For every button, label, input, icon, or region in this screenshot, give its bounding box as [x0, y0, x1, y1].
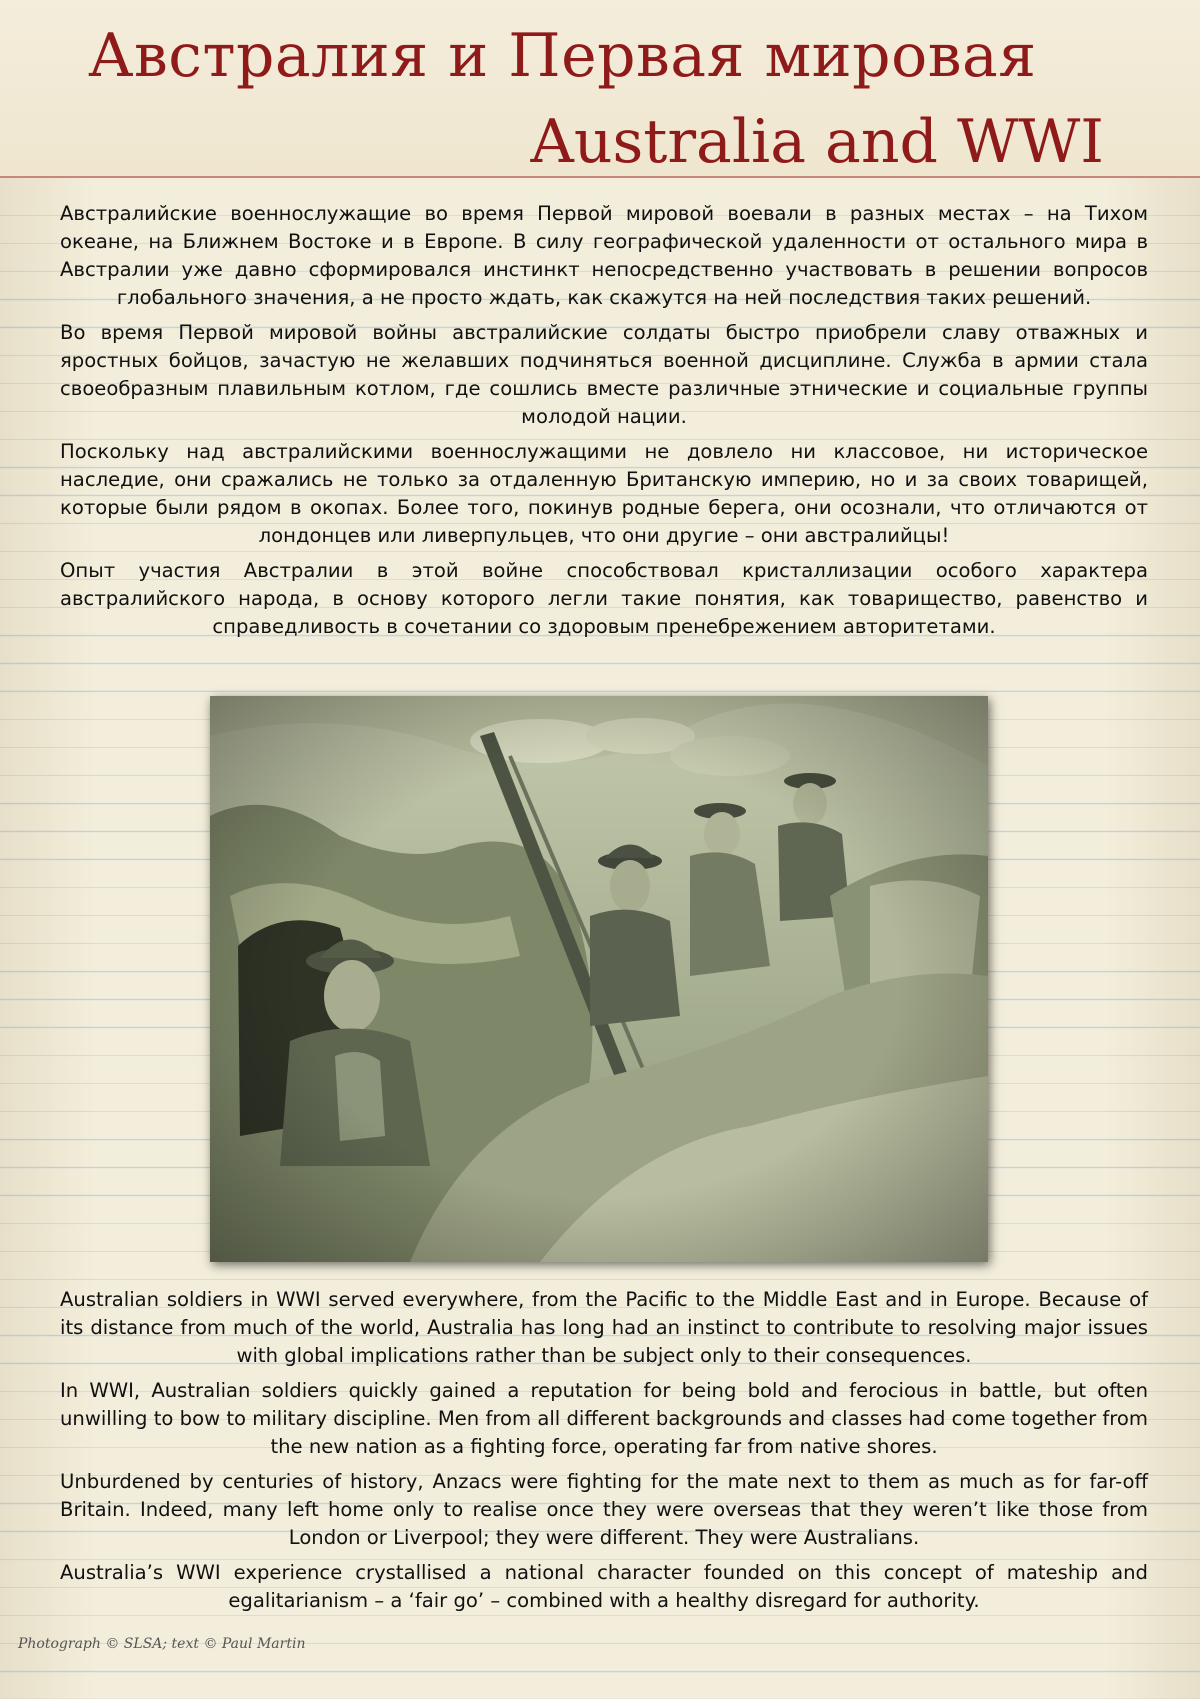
page-title-english: Australia and WWI: [530, 107, 1104, 177]
en-paragraph: Unburdened by centuries of history, Anzacs were fighting for the mate next to them as much as for far-off Britain. Indeed, many left home only to realise once they were overseas that they weren’t like those from London or Liverpool; they were different. They were Australians.: [60, 1470, 1148, 1549]
russian-text: [60, 200, 1148, 648]
ru-paragraph: Поскольку над австралийскими военнослужащими не довлело ни классовое, ни историческое наследие, они сражались не только за отдаленную Британскую империю, но и за своих товарищей, которые были рядом в окопах. Более того, покинув родные берега, они осознали, что отличаются от лондонцев или ливерпульцев, что они другие – они австралийцы!: [60, 440, 1148, 547]
ru-paragraph: Опыт участия Австралии в этой войне способствовал кристаллизации особого характера австралийского народа, в основу которого легли такие понятия, как товарищество, равенство и справедливость в сочетании со здоровым пренебрежением авторитетами.: [60, 559, 1148, 638]
ru-paragraph: Во время Первой мировой войны австралийские солдаты быстро приобрели славу отважных и яростных бойцов, зачастую не желавших подчиняться военной дисциплине. Служба в армии стала своеобразным плавильным котлом, где сошлись вместе различные этнические и социальные группы молодой нации.: [60, 321, 1148, 428]
ru-paragraph: Австралийские военнослужащие во время Первой мировой воевали в разных местах – на Тихом океане, на Ближнем Востоке и в Европе. В силу географической удаленности от остального мира в Австралии уже давно сформировался инстинкт непосредственно участвовать в решении вопросов глобального значения, а не просто ждать, как скажутся на ней последствия таких решений.: [60, 202, 1148, 309]
page-title-russian: Австралия и Первая мировая: [88, 21, 1037, 91]
english-text: [60, 1286, 1148, 1622]
en-paragraph: Australian soldiers in WWI served everywhere, from the Pacific to the Middle East and in Europe. Because of its distance from much of the world, Australia has long had an instinct to contribute to resolving major issues with global implications rather than be subject only to their consequences.: [60, 1288, 1148, 1367]
photo-credit: Photograph © SLSA; text © Paul Martin: [18, 1636, 306, 1652]
en-paragraph: In WWI, Australian soldiers quickly gained a reputation for being bold and ferocious in battle, but often unwilling to bow to military discipline. Men from all different backgrounds and classes had come together from the new nation as a fighting force, operating far from native shores.: [60, 1379, 1148, 1458]
trench-photograph: [210, 696, 988, 1262]
en-paragraph: Australia’s WWI experience crystallised a national character founded on this concept of mateship and egalitarianism – a ‘fair go’ – combined with a healthy disregard for authority.: [60, 1561, 1148, 1612]
